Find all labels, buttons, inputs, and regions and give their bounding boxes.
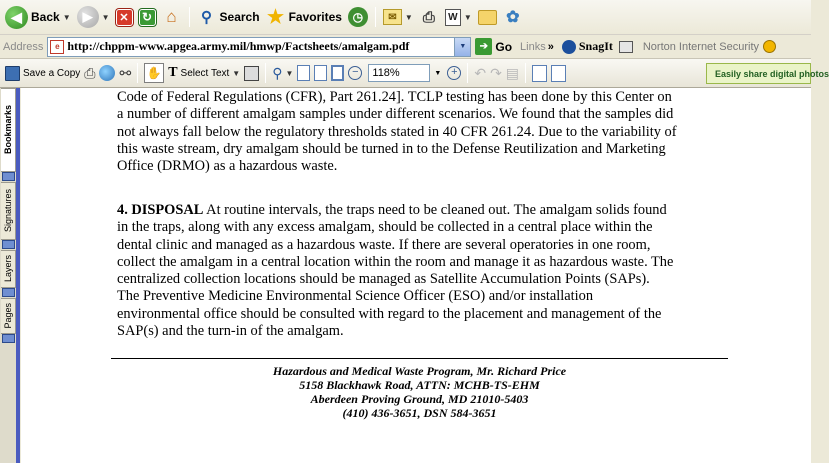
stop-button[interactable]: [113, 4, 136, 30]
copy-page-icon: ▤: [505, 64, 520, 81]
zoom-level-value: 118%: [372, 67, 400, 79]
links-button[interactable]: Links: [520, 40, 546, 53]
previous-view-button[interactable]: [472, 65, 488, 82]
home-icon: ⌂: [166, 7, 177, 26]
printer-icon: ⎙: [84, 64, 96, 81]
document-footer: [111, 364, 728, 420]
address-url[interactable]: http://chppm-www.apgea.army.mil/hmwp/Factsheets/amalgam.pdf: [67, 39, 410, 53]
tab-layers[interactable]: [1, 250, 16, 288]
select-text-label: Select Text: [180, 67, 230, 79]
history-icon: ◷: [348, 7, 368, 27]
messenger-button[interactable]: [500, 4, 526, 30]
zoom-level-input[interactable]: [368, 64, 430, 82]
chevron-down-icon: ▼: [232, 68, 241, 78]
forward-button[interactable]: [74, 4, 113, 30]
navigation-pane: [0, 88, 20, 463]
back-arrow-icon: ◀: [5, 6, 28, 29]
organizer-icon: [551, 65, 566, 82]
search-button[interactable]: [194, 4, 263, 30]
snagit-window-icon[interactable]: [619, 41, 633, 53]
hand-tool-button[interactable]: [142, 63, 166, 83]
snagit-button[interactable]: [562, 39, 613, 54]
chevron-down-icon: ▼: [463, 12, 472, 22]
paragraph-tclp-testing: [117, 89, 722, 175]
find-button[interactable]: [117, 65, 133, 82]
address-input[interactable]: [47, 37, 471, 57]
browser-toolbar: [0, 0, 811, 35]
address-label: Address: [3, 40, 44, 53]
plus-circle-icon: +: [447, 66, 461, 80]
tab-pages-label: Pages: [3, 303, 13, 329]
text-line: collect the amalgam in a central location within the room and manage it as hazardous waste. The: [117, 253, 674, 270]
tab-bookmarks[interactable]: [1, 88, 16, 172]
text-line: The Preventive Medicine Environmental Science Officer (ESO) and/or installation: [117, 288, 594, 305]
search-icon: ⚲: [201, 9, 213, 26]
toolbar-separator: [525, 63, 526, 83]
forward-arrow-icon: ▶: [77, 6, 99, 28]
share-photos-promo-button[interactable]: Easily share digital photos: [706, 63, 811, 84]
rotate-view-button[interactable]: [530, 65, 549, 82]
text-line: environmental office should be consulted with regard to the placement and management of the: [117, 305, 662, 322]
stop-icon: ✕: [116, 9, 133, 26]
pages-icon: [2, 334, 15, 343]
next-view-button[interactable]: [488, 65, 504, 82]
tab-bookmarks-label: Bookmarks: [3, 105, 13, 155]
binoculars-icon: ⚯: [119, 64, 132, 81]
text-line: Office (DRMO) as a hazardous waste.: [117, 158, 338, 175]
disposal-heading: 4. DISPOSAL: [117, 202, 204, 218]
folder-button[interactable]: [475, 4, 500, 30]
printer-icon: ⎙: [422, 8, 435, 26]
favorites-button[interactable]: [263, 4, 345, 30]
footer-divider: [111, 358, 728, 359]
chevron-down-icon: ▼: [285, 68, 294, 78]
footer-line: Aberdeen Proving Ground, MD 21010-5403: [310, 392, 529, 406]
text-line: SAP(s) and the turn-in of the amalgam.: [117, 323, 344, 340]
toolbar-separator: [265, 63, 266, 83]
norton-icon[interactable]: [763, 40, 776, 53]
favorites-label: Favorites: [288, 10, 342, 24]
snagit-label: SnagIt: [578, 39, 613, 53]
address-bar: [0, 35, 811, 59]
zoom-out-button[interactable]: [346, 66, 364, 80]
magnifier-icon: ⚲: [272, 64, 283, 81]
norton-label[interactable]: Norton Internet Security: [642, 40, 760, 53]
save-copy-button[interactable]: [3, 66, 82, 81]
toolbar-separator: [189, 7, 190, 27]
chevron-down-icon: ▼: [404, 12, 413, 22]
hand-icon: ✋: [144, 63, 164, 83]
messenger-icon: ✿: [506, 9, 520, 26]
minus-circle-icon: −: [348, 66, 362, 80]
mail-button[interactable]: [380, 4, 416, 30]
history-button[interactable]: [345, 4, 371, 30]
fit-width-icon: [331, 65, 344, 81]
tab-layers-label: Layers: [3, 255, 13, 283]
footer-line: 5158 Blackhawk Road, ATTN: MCHB-TS-EHM: [299, 378, 540, 392]
refresh-icon: ↻: [139, 9, 156, 26]
print-button[interactable]: [82, 65, 97, 82]
back-button[interactable]: [2, 4, 74, 30]
organizer-button[interactable]: [549, 65, 568, 82]
go-label: Go: [495, 39, 513, 54]
copy-button[interactable]: [504, 65, 521, 82]
star-icon: ★: [267, 6, 285, 28]
signature-icon: [2, 240, 15, 249]
bookmark-icon: [2, 172, 15, 181]
zoom-dropdown-button[interactable]: ▼: [434, 69, 442, 77]
tab-signatures-label: Signatures: [3, 189, 13, 233]
text-line: centralized collection locations should be managed as Satellite Accumulation Points (SAPs).: [117, 271, 650, 288]
search-label: Search: [219, 10, 260, 24]
layers-icon: [2, 288, 15, 297]
address-dropdown-button[interactable]: [454, 38, 470, 56]
toolbar-separator: [375, 7, 376, 27]
edit-page-icon: W: [445, 9, 461, 26]
chevron-down-icon: ▼: [459, 43, 467, 50]
fit-page-icon: [314, 65, 327, 81]
chevron-down-icon: ▼: [62, 12, 71, 22]
tab-signatures[interactable]: [1, 182, 16, 240]
text-line: not always fall below the regulatory thresholds stated in 40 CFR 261.24. Due to the variability of: [117, 123, 677, 140]
go-button[interactable]: [475, 38, 512, 55]
toolbar-separator: [467, 63, 468, 83]
reader-toolbar: [0, 59, 829, 88]
pdf-document-view[interactable]: [21, 88, 811, 463]
tab-pages[interactable]: [1, 298, 16, 334]
toolbar-separator: [137, 63, 138, 83]
chevron-down-icon: ▼: [101, 12, 110, 22]
disposal-first-line: At routine intervals, the traps need to be cleaned out. The amalgam solids found: [203, 202, 667, 218]
print-button[interactable]: [416, 4, 442, 30]
refresh-button[interactable]: [136, 4, 159, 30]
snagit-icon: [562, 40, 576, 54]
text-line: [117, 202, 722, 219]
save-copy-label: Save a Copy: [23, 67, 81, 79]
edit-button[interactable]: [442, 4, 475, 30]
email-globe-icon: [99, 65, 115, 81]
text-line: a number of different amalgam samples under different scenarios. We found that the samples did: [117, 106, 674, 123]
pdf-page-icon: e: [50, 40, 64, 54]
email-button[interactable]: [97, 65, 117, 81]
fit-page-button[interactable]: [312, 65, 329, 81]
go-arrow-icon: ➔: [475, 38, 492, 55]
page-icon: [297, 65, 310, 81]
text-line: dental clinic and managed as a hazardous waste. If there are several operatories in one room,: [117, 236, 651, 253]
links-chevron[interactable]: »: [547, 40, 554, 53]
text-line: Code of Federal Regulations (CFR), Part 261.24]. TCLP testing has been done by this Center on: [117, 89, 672, 105]
save-disk-icon: [5, 66, 20, 81]
home-button[interactable]: [159, 4, 185, 30]
fit-width-button[interactable]: [329, 65, 346, 81]
footer-line: Hazardous and Medical Waste Program, Mr. Richard Price: [272, 364, 567, 378]
text-line: this waste stream, dry amalgam should be turned in to the Defense Reutilization and Marketing: [117, 140, 666, 157]
back-label: Back: [31, 10, 60, 24]
zoom-in-button[interactable]: [441, 66, 463, 80]
rotate-left-icon: ↶: [474, 64, 487, 81]
snapshot-camera-icon: [244, 66, 259, 81]
footer-line: (410) 436-3651, DSN 584-3651: [342, 406, 497, 420]
actual-size-button[interactable]: [295, 65, 312, 81]
folder-icon: [478, 10, 497, 25]
mail-icon: ✉: [383, 9, 402, 25]
rotate-right-icon: ↷: [490, 64, 502, 81]
rotate-page-icon: [532, 65, 547, 82]
text-line: in the traps, along with any excess amalgam, should be collected in a central place within the: [117, 219, 653, 236]
text-cursor-icon: T: [168, 65, 178, 80]
select-text-button[interactable]: [166, 65, 242, 81]
paragraph-disposal: [117, 202, 722, 340]
snapshot-button[interactable]: [242, 66, 261, 81]
pane-resize-handle[interactable]: [16, 88, 20, 463]
zoom-tool-button[interactable]: [270, 65, 295, 82]
